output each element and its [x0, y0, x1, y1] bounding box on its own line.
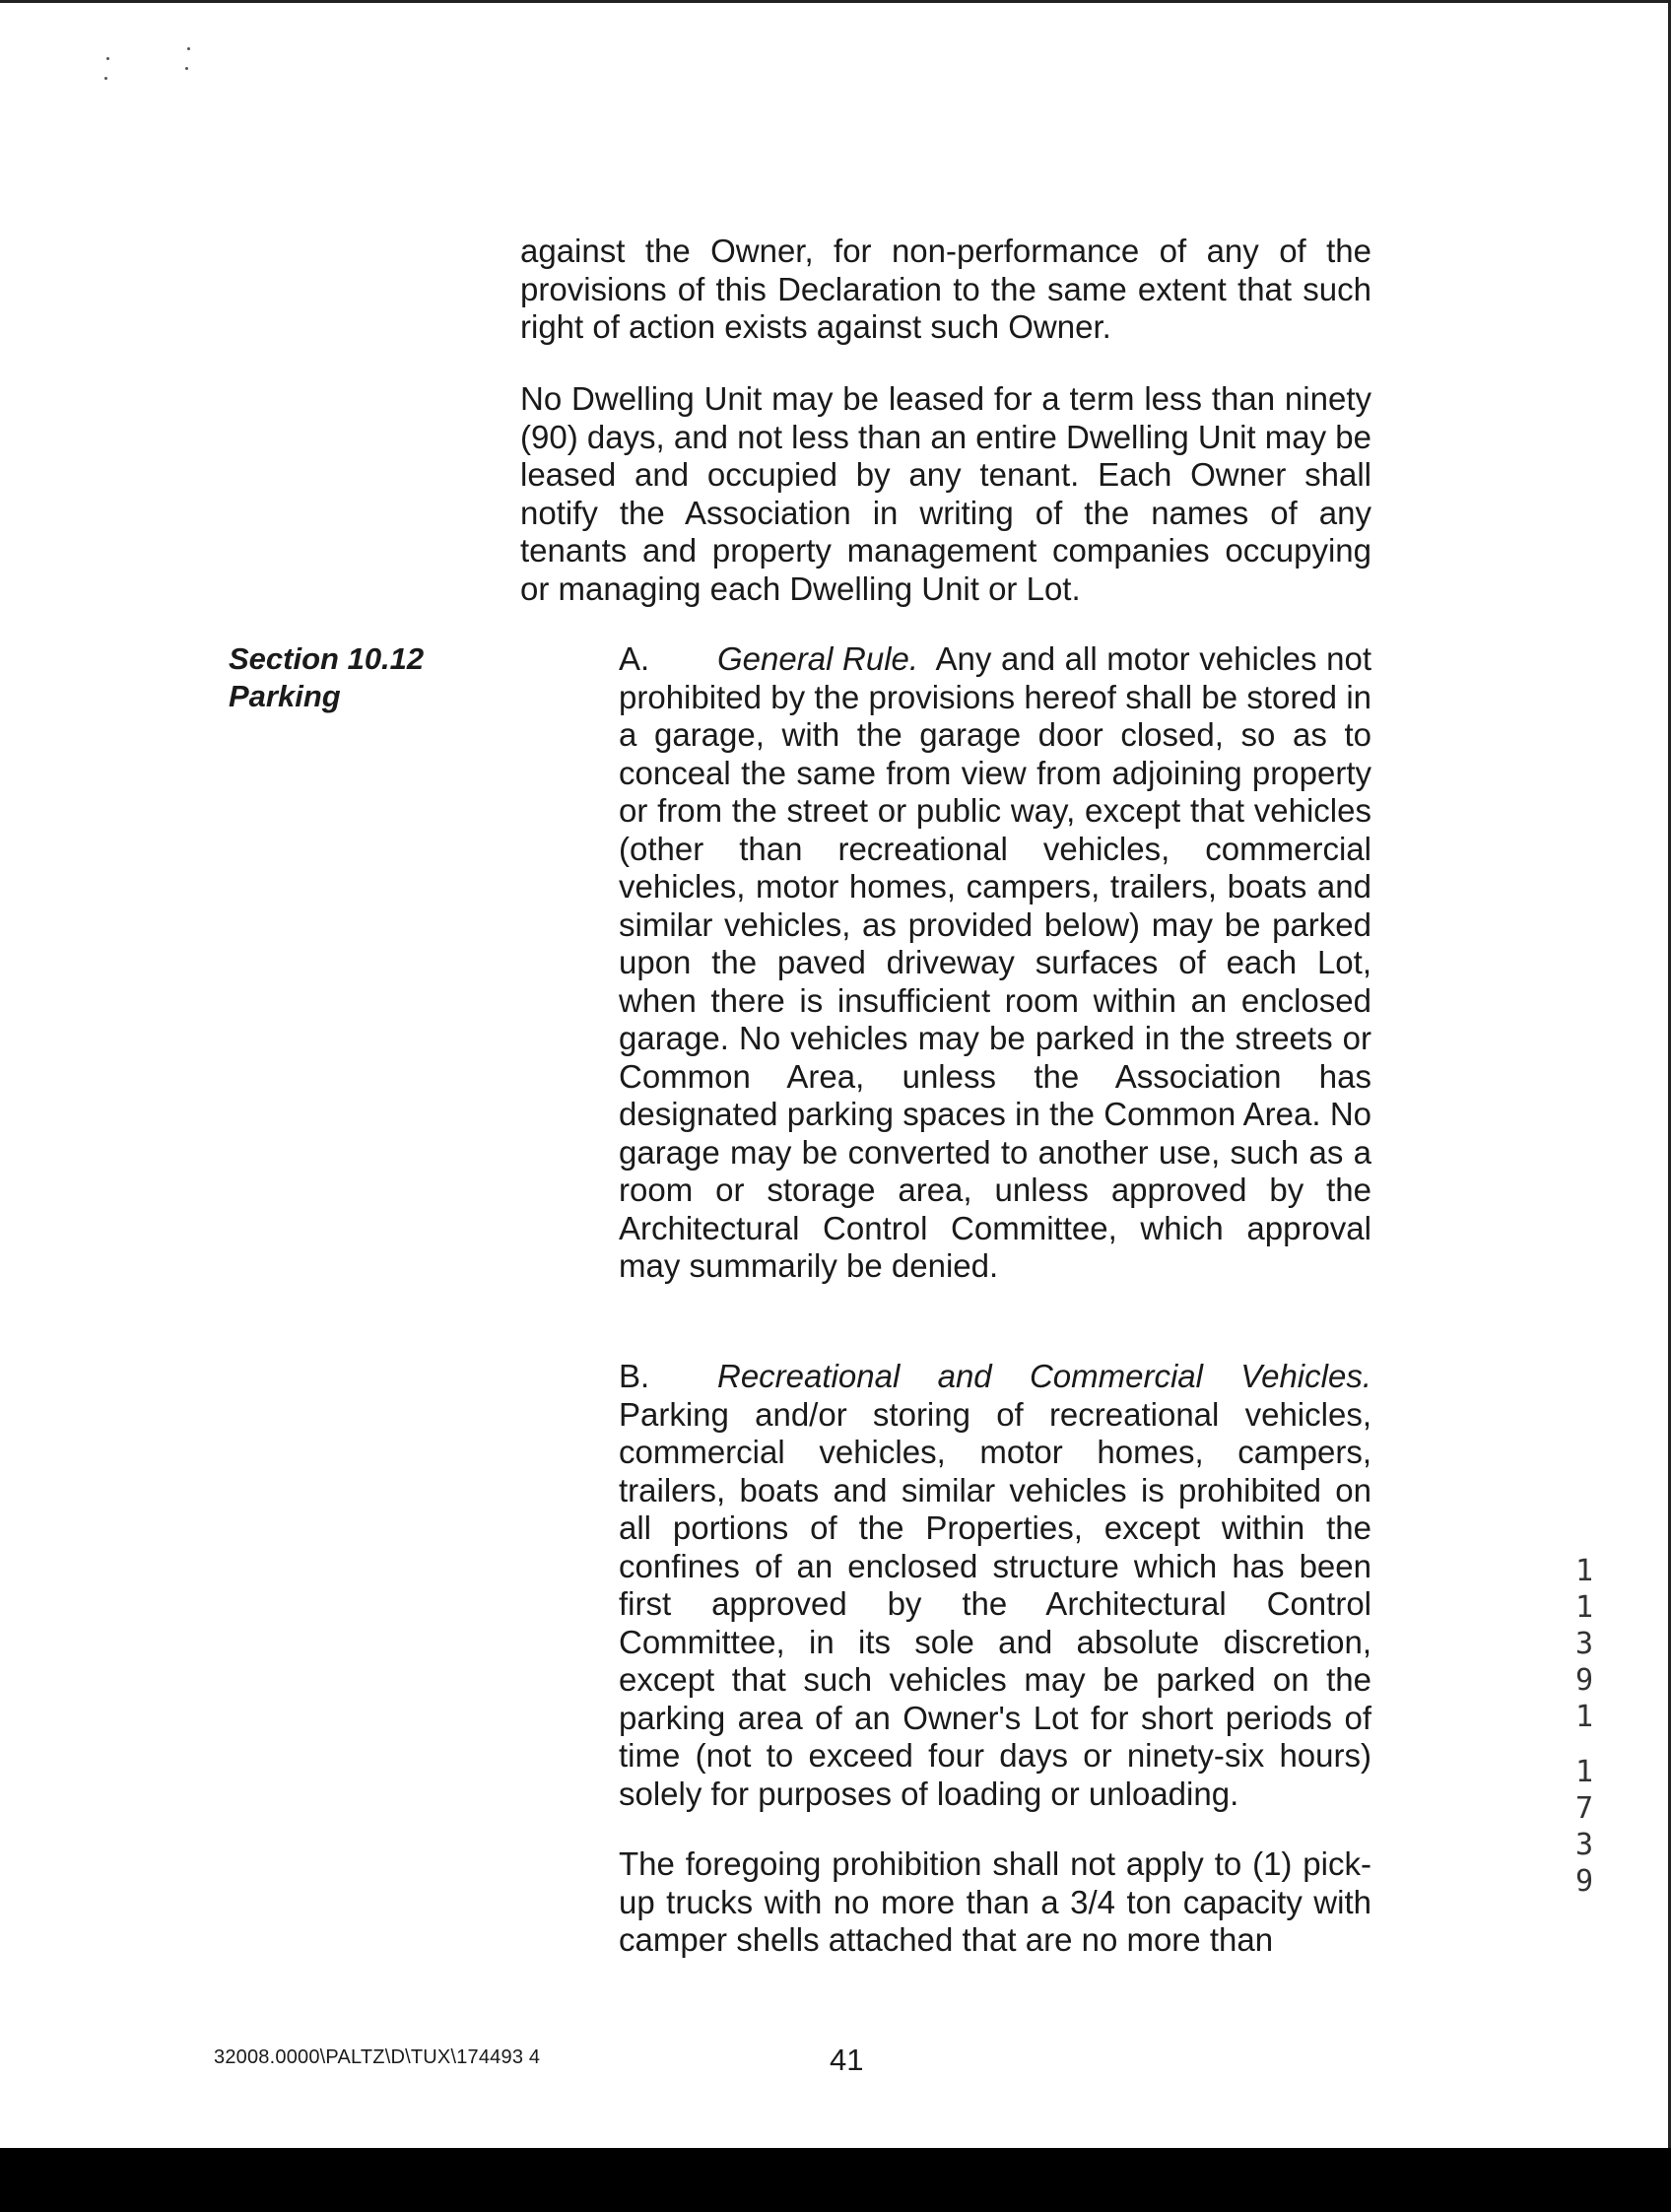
stamp-digit: 9 [1574, 1663, 1594, 1698]
paragraph-prohibition-exceptions: The foregoing prohibition shall not apply to (1) pick-up trucks with no more than a 3/4 ton capacity with camper shells attached that are no more than [619, 1845, 1371, 1958]
paragraph-leasing: No Dwelling Unit may be leased for a term less than ninety (90) days, and not less than an entire Dwelling Unit may be leased and occupied by any tenant. Each Owner shall notify the Association in writing of the names of any tenants and property management companies occupying or managing each Dwelling Unit or Lot. [520, 380, 1371, 607]
document-reference: 32008.0000\PALTZ\D\TUX\174493 4 [214, 2046, 541, 2068]
section-title: Parking [229, 679, 341, 713]
subsection-a-paragraph [619, 640, 1371, 1286]
section-heading [229, 640, 424, 715]
subsection-b-text: Parking and/or storing of recreational vehicles, commercial vehicles, motor homes, campers, trailers, boats and similar vehicles is prohibited on all portions of the Properties, except within the confines of an enclosed structure which has been first approved by the Architectural Control Committee, in its sole and absolute discretion, except that such vehicles may be parked on the parking area of an Owner's Lot for short periods of time (not to exceed four days or ninety-six hours) solely for purposes of loading or unloading. [619, 1395, 1371, 1812]
scan-specks [95, 43, 213, 93]
scan-bottom-edge [0, 2148, 1671, 2212]
stamp-digit: 3 [1574, 1828, 1594, 1862]
stamp-digit: 3 [1574, 1627, 1594, 1661]
section-number: Section 10.12 [229, 641, 425, 676]
stamp-digit: 1 [1574, 1700, 1594, 1734]
stamp-digit: 1 [1574, 1755, 1594, 1789]
stamp-digit: 1 [1574, 1554, 1594, 1588]
subsection-b-paragraph [619, 1358, 1371, 1813]
recording-stamp-lower [1565, 1754, 1604, 1900]
stamp-digit: 1 [1574, 1590, 1594, 1625]
paragraph-owner-action: against the Owner, for non-performance of any of the provisions of this Declaration to the same extent that such right of action exists against such Owner. [520, 233, 1371, 345]
subsection-b-letter: B. [619, 1358, 650, 1394]
page-border-top [0, 0, 1671, 3]
stamp-digit: 7 [1574, 1791, 1594, 1826]
page-number: 41 [830, 2043, 864, 2077]
subsection-a-heading: General Rule. [717, 640, 919, 677]
subsection-b-heading: Recreational and Commercial Vehicles. [717, 1358, 1371, 1394]
subsection-a-text: Any and all motor vehicles not prohibited by the provisions hereof shall be stored in a garage, with the garage door closed, so as to conceal the same from view from adjoining property or from the street or public way, except that vehicles (other than recreational vehicles, commercial vehicles, motor homes, campers, trailers, boats and similar vehicles, as provided below) may be parked upon the paved driveway surfaces of each Lot, when there is insufficient room within an enclosed garage. No vehicles may be parked in the streets or Common Area, unless the Association has designated parking spaces in the Common Area. No garage may be converted to another use, such as a room or storage area, unless approved by the Architectural Control Committee, which approval may summarily be denied. [619, 640, 1371, 1284]
recording-stamp-upper [1565, 1553, 1604, 1735]
stamp-digit: 9 [1574, 1864, 1594, 1899]
subsection-a-letter: A. [619, 640, 650, 677]
